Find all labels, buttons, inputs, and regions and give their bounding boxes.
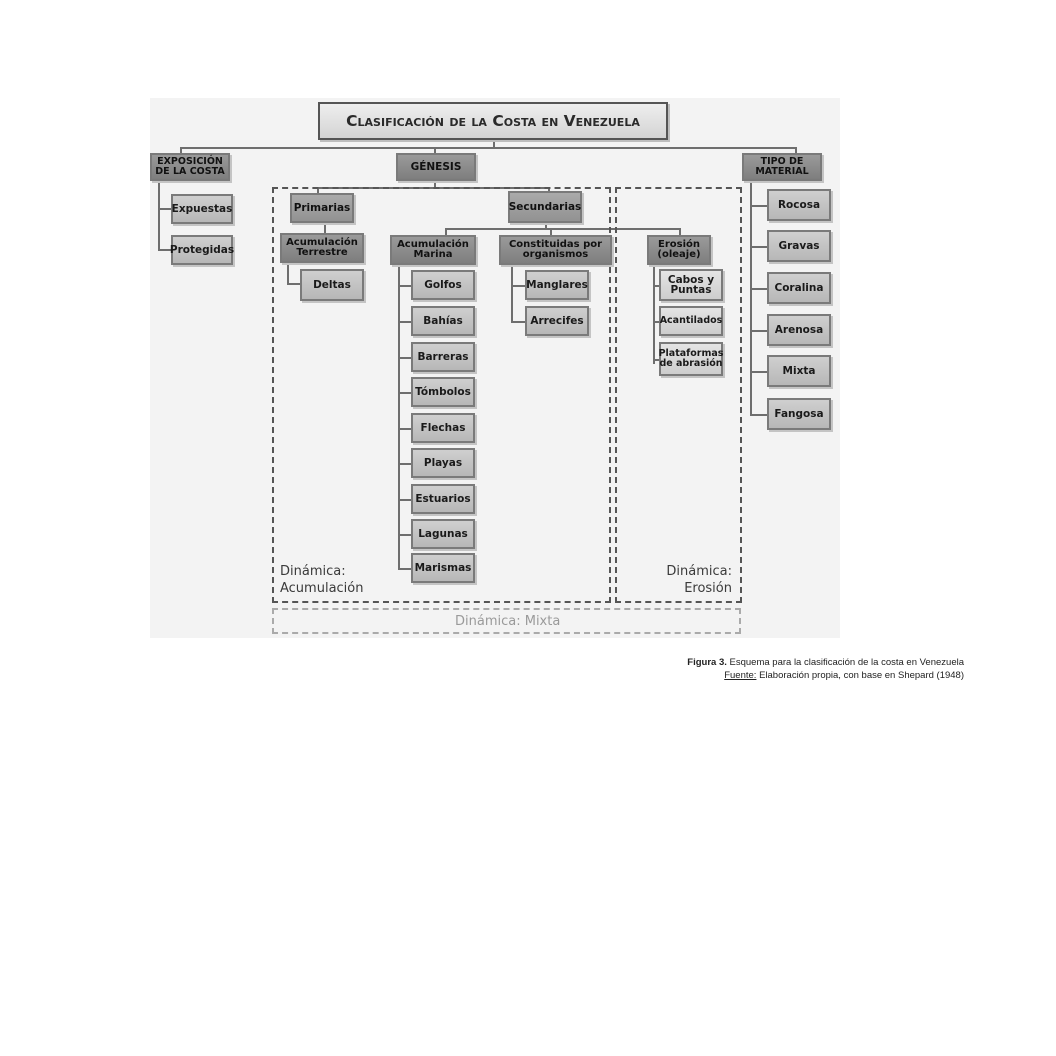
classification-diagram bbox=[150, 98, 840, 638]
source-text: Elaboración propia, con base en Shepard (1948) bbox=[759, 670, 964, 681]
connector bbox=[750, 246, 767, 248]
connector bbox=[180, 147, 796, 149]
node-secundarias: Secundarias bbox=[508, 191, 582, 223]
node-protegidas: Protegidas bbox=[171, 235, 233, 265]
connector bbox=[750, 288, 767, 290]
node-acumulacion-terrestre: Acumulación Terrestre bbox=[280, 233, 364, 263]
node-bahias: Bahías bbox=[411, 306, 475, 336]
node-rocosa: Rocosa bbox=[767, 189, 831, 221]
node-coralina: Coralina bbox=[767, 272, 831, 304]
dinamica-mixta-label: Dinámica: Mixta bbox=[455, 614, 561, 629]
node-arenosa: Arenosa bbox=[767, 314, 831, 346]
node-deltas: Deltas bbox=[300, 269, 364, 301]
figure-text: Esquema para la clasificación de la costa en Venezuela bbox=[729, 657, 964, 668]
connector bbox=[750, 414, 767, 416]
node-gravas: Gravas bbox=[767, 230, 831, 262]
node-genesis: GÉNESIS bbox=[396, 153, 476, 181]
node-mixta: Mixta bbox=[767, 355, 831, 387]
node-flechas: Flechas bbox=[411, 413, 475, 443]
caption-line-2 bbox=[600, 669, 964, 682]
dinamica-acumulacion-label: Dinámica: Acumulación bbox=[280, 564, 364, 596]
connector bbox=[750, 205, 767, 207]
node-acumulacion-marina: Acumulación Marina bbox=[390, 235, 476, 265]
figure-caption bbox=[600, 656, 964, 682]
node-manglares: Manglares bbox=[525, 270, 589, 300]
node-arrecifes: Arrecifes bbox=[525, 306, 589, 336]
connector bbox=[158, 180, 160, 250]
diagram-title bbox=[318, 102, 668, 140]
node-golfos: Golfos bbox=[411, 270, 475, 300]
node-material: TIPO DE MATERIAL bbox=[742, 153, 822, 181]
node-fangosa: Fangosa bbox=[767, 398, 831, 430]
node-barreras: Barreras bbox=[411, 342, 475, 372]
connector bbox=[750, 330, 767, 332]
diagram-title-text: Clasificación de la Costa en Venezuela bbox=[346, 112, 640, 130]
node-tombolos: Tómbolos bbox=[411, 377, 475, 407]
node-cabos-puntas: Cabos y Puntas bbox=[659, 269, 723, 301]
node-primarias: Primarias bbox=[290, 193, 354, 223]
connector bbox=[158, 208, 172, 210]
node-expuestas: Expuestas bbox=[171, 194, 233, 224]
node-playas: Playas bbox=[411, 448, 475, 478]
node-exposicion: EXPOSICIÓN DE LA COSTA bbox=[150, 153, 230, 181]
dinamica-erosion-label: Dinámica: Erosión bbox=[666, 564, 732, 596]
node-erosion: Erosión (oleaje) bbox=[647, 235, 711, 265]
node-marismas: Marismas bbox=[411, 553, 475, 583]
figure-label: Figura 3. bbox=[687, 657, 727, 668]
node-acantilados: Acantilados bbox=[659, 306, 723, 336]
node-lagunas: Lagunas bbox=[411, 519, 475, 549]
source-label: Fuente: bbox=[724, 670, 757, 681]
connector bbox=[750, 182, 752, 415]
node-estuarios: Estuarios bbox=[411, 484, 475, 514]
node-plataformas: Plataformas de abrasión bbox=[659, 342, 723, 376]
node-organismos: Constituidas por organismos bbox=[499, 235, 612, 265]
caption-line-1 bbox=[600, 656, 964, 669]
connector bbox=[750, 371, 767, 373]
